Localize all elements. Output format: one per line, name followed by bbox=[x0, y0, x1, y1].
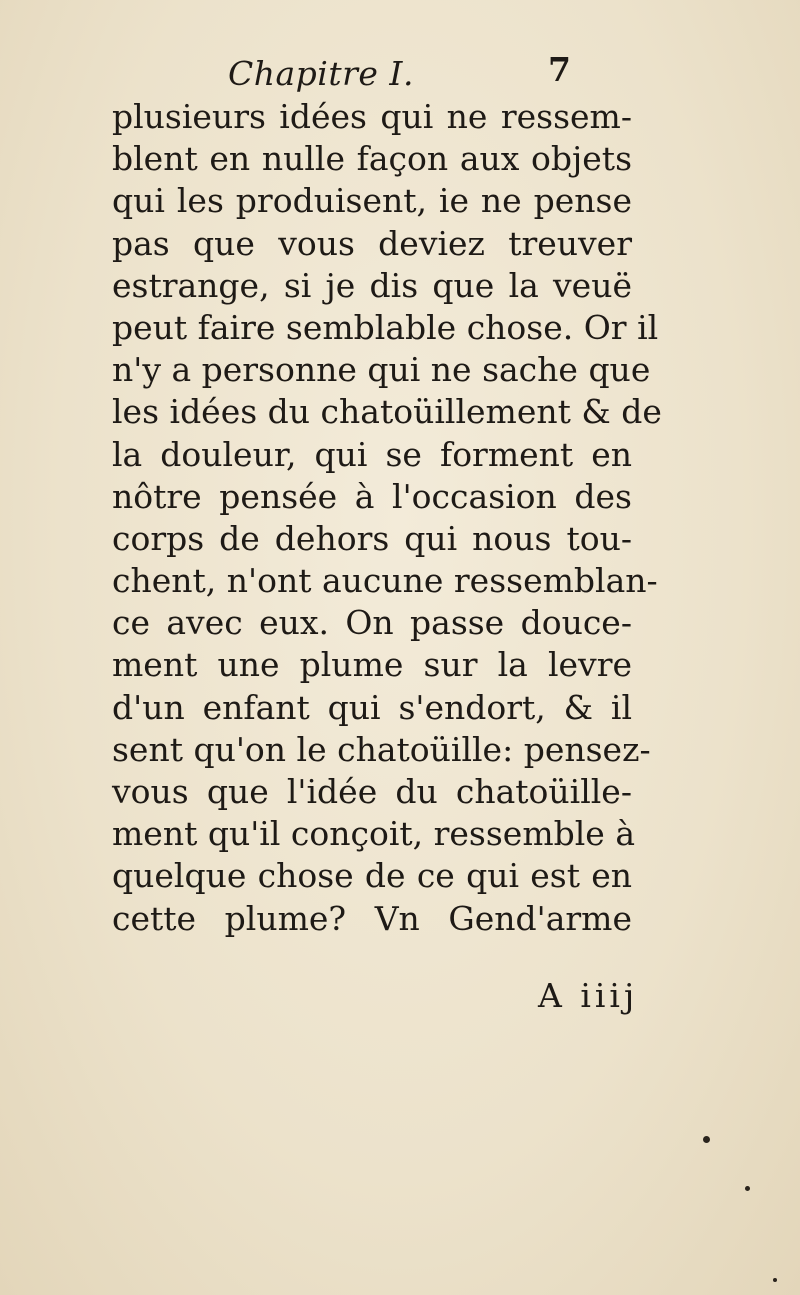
text-line: sent qu'on le chatoüille: pensez- bbox=[112, 729, 651, 769]
text-line: n'y a personne qui ne sache que bbox=[112, 350, 651, 390]
ink-speck bbox=[703, 1136, 710, 1143]
text-line: pas que vous deviez treuver bbox=[112, 223, 632, 263]
text-line: qui les produisent, ie ne pense bbox=[112, 181, 632, 221]
chapter-title: Chapitre I. bbox=[228, 54, 414, 93]
running-head bbox=[0, 48, 800, 98]
ink-speck bbox=[745, 1186, 750, 1191]
text-line: peut faire semblable chose. Or il bbox=[112, 307, 659, 347]
text-line: plusieurs idées qui ne ressem- bbox=[112, 97, 632, 136]
text-line: d'un enfant qui s'endort, & il bbox=[112, 687, 632, 727]
ink-speck bbox=[773, 1278, 777, 1282]
text-line: estrange, si je dis que la veuë bbox=[112, 265, 632, 305]
text-line: chent, n'ont aucune ressemblan- bbox=[112, 561, 658, 601]
text-line: nôtre pensée à l'occasion des bbox=[112, 476, 632, 516]
text-line: vous que l'idée du chatoüille- bbox=[112, 772, 632, 811]
text-line: ce avec eux. On passe douce- bbox=[112, 603, 632, 643]
text-line: la douleur, qui se forment en bbox=[112, 434, 632, 474]
text-line: cette plume? Vn Gend'arme bbox=[112, 898, 632, 938]
body-text bbox=[112, 96, 662, 940]
text-line: ment qu'il conçoit, ressemble à bbox=[112, 814, 635, 854]
text-line: les idées du chatoüillement & de bbox=[112, 392, 662, 432]
page-number: 7 bbox=[548, 50, 571, 89]
text-line: blent en nulle façon aux objets bbox=[112, 139, 632, 179]
text-line: corps de dehors qui nous tou- bbox=[112, 518, 632, 558]
text-line: ment une plume sur la levre bbox=[112, 645, 632, 685]
signature-mark: A iiij bbox=[538, 976, 639, 1015]
text-line: quelque chose de ce qui est en bbox=[112, 856, 632, 896]
